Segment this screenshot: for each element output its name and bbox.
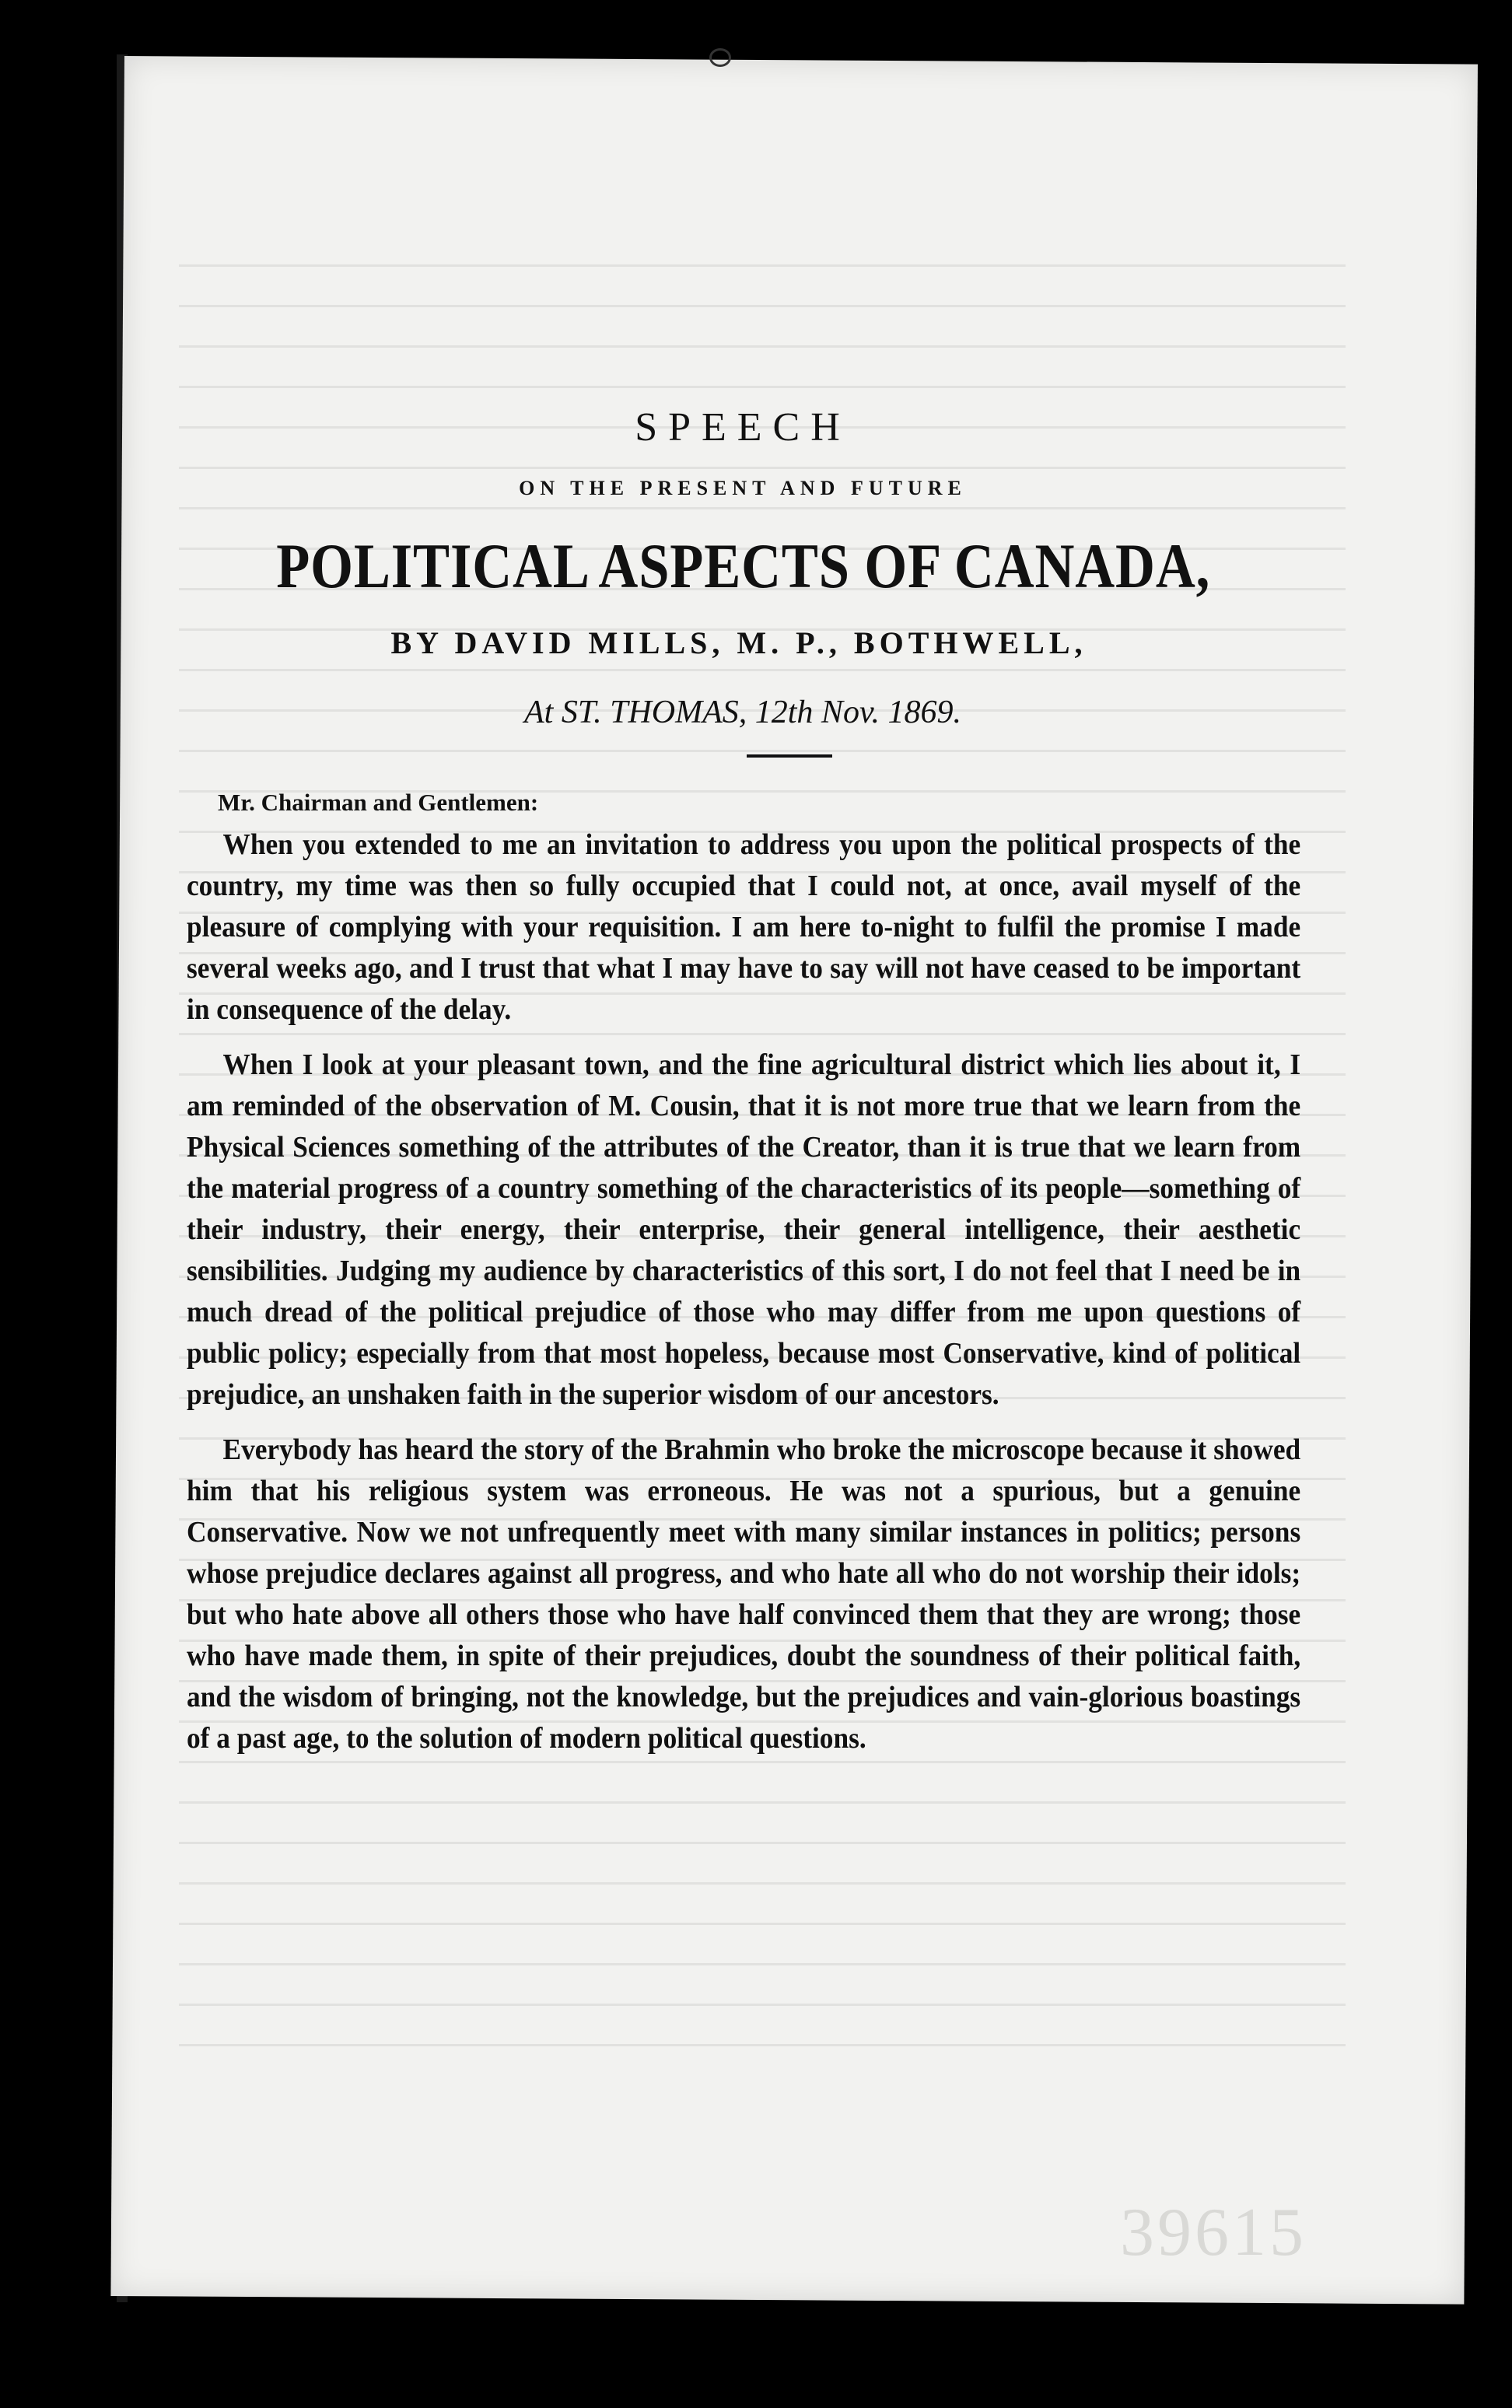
dateline: At ST. THOMAS, 12th Nov. 1869. bbox=[524, 695, 961, 730]
paragraph-2: When I look at your pleasant town, and the fine agricultural district which lies about it, I am reminded of the observation of M. Cousin, that it is not more true that we learn from the Physical Sciences something of the attributes of the Creator, than it is true that we learn from the material progress of a country something of the characteristics of its people—something of their industry, their energy, their enterprise, their general intelligence, their aesthetic sensibilities. Judging my audience by characteristics of this sort, I do not feel that I need be in much dread of the political prejudice of those who may differ from me upon questions of public policy; especially from that most hopeless, because most Conservative, kind of political prejudice, an unshaken faith in the superior wisdom of our ancestors. bbox=[187, 1048, 1301, 1411]
document-body bbox=[156, 404, 1301, 1773]
divider-rule bbox=[747, 754, 832, 758]
byline: BY DAVID MILLS, M. P., BOTHWELL, bbox=[390, 625, 1087, 660]
library-stamp: 39615 bbox=[1120, 2195, 1307, 2270]
main-title: POLITICAL ASPECTS OF CANADA, bbox=[276, 530, 1211, 601]
punch-hole bbox=[709, 48, 731, 67]
subheading: ON THE PRESENT AND FUTURE bbox=[519, 477, 967, 499]
salutation: Mr. Chairman and Gentlemen: bbox=[218, 789, 539, 816]
paragraph-1: When you extended to me an invitation to address you upon the political prospects of the country, my time was then so fully occupied that I could not, at once, avail myself of the pleasure of complying with your requisition. I am here to-night to fulfil the promise I made several weeks ago, and I trust that what I may have to say will not have ceased to be important in consequence of the delay. bbox=[187, 828, 1301, 1026]
paragraph-3: Everybody has heard the story of the Brahmin who broke the microscope because it showed him that his religious system was erroneous. He was not a spurious, but a genuine Conservative. Now we not unfrequently meet with many similar instances in politics; persons whose prejudice declares against all progress, and who hate all who do not worship their idols; but who hate above all others those who have half convinced them that they are wrong; those who have made them, in spite of their prejudices, doubt the soundness of their political faith, and the wisdom of bringing, not the knowledge, but the prejudices and vain-glorious boastings of a past age, to the solution of modern political questions. bbox=[187, 1433, 1301, 1755]
heading: SPEECH bbox=[635, 405, 851, 450]
